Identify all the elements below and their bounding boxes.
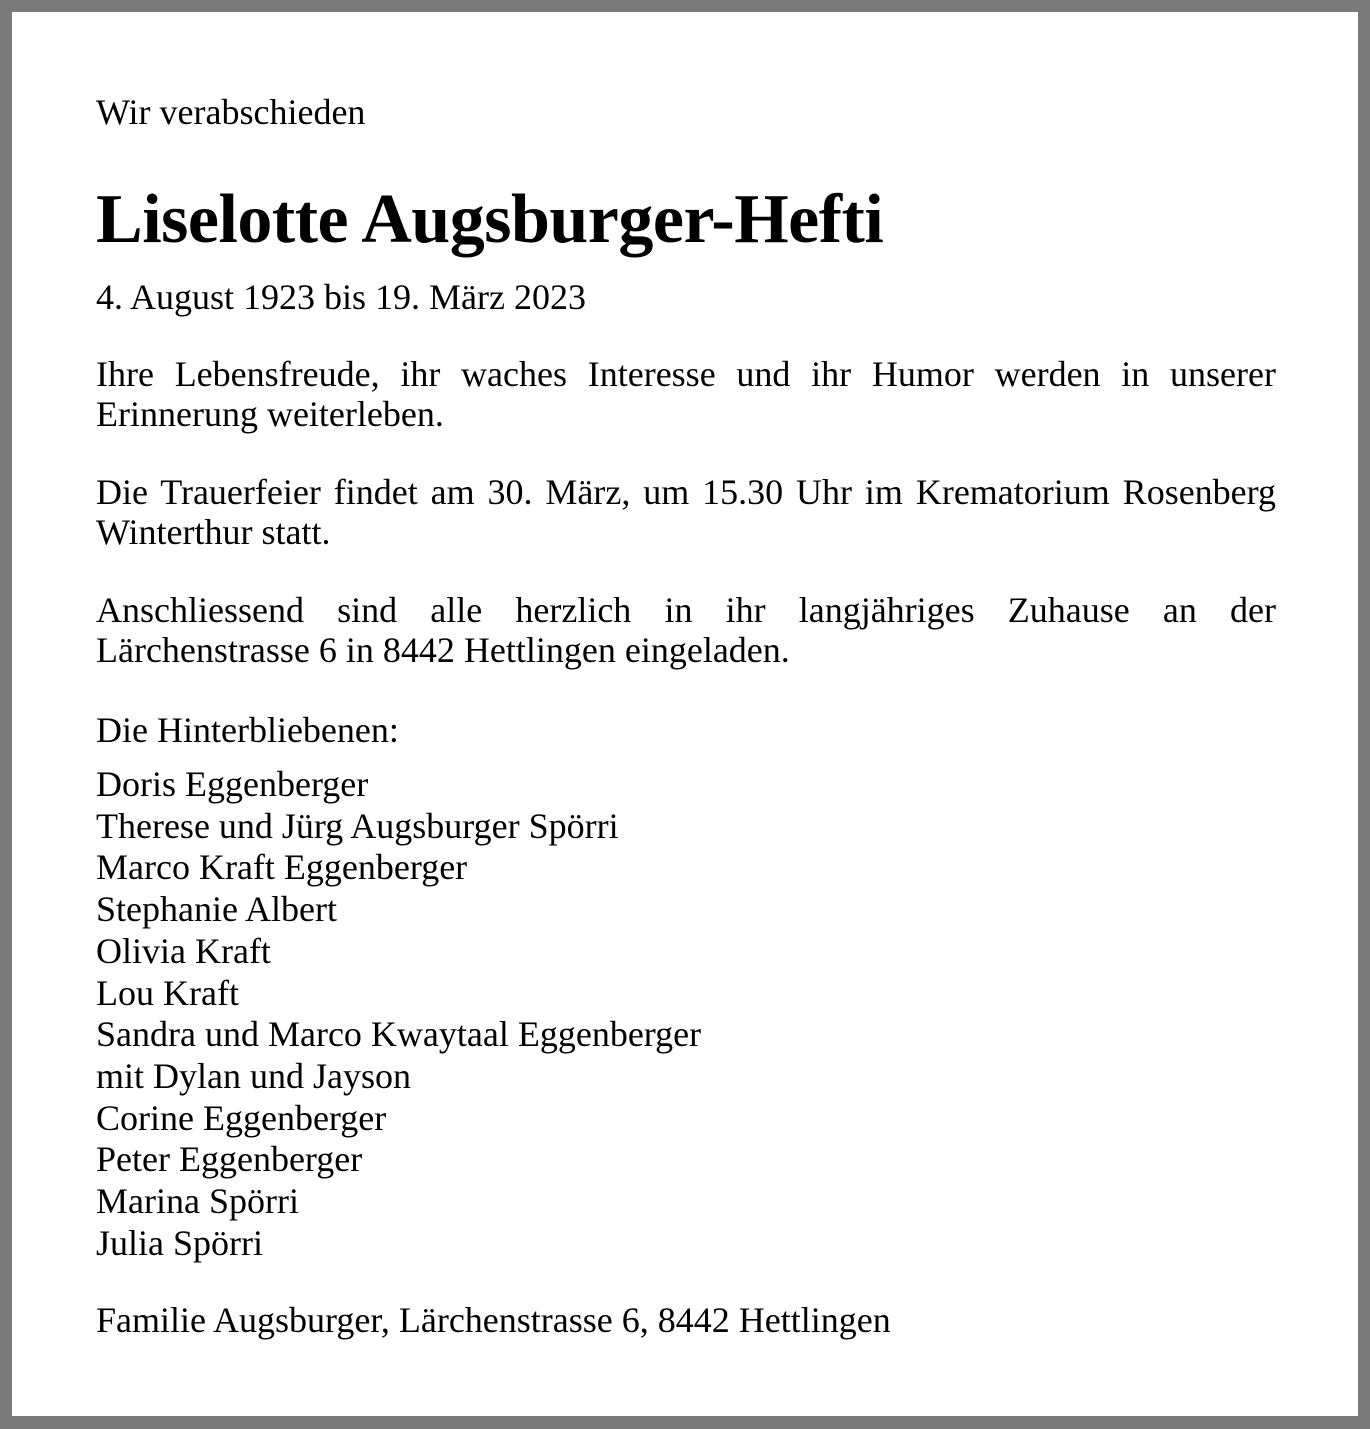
- survivor-name: Peter Eggenberger: [96, 1139, 363, 1180]
- obituary-page: [12, 12, 1358, 1416]
- survivor-name: Corine Eggenberger: [96, 1097, 387, 1138]
- invitation-paragraph: Anschliessend sind alle herzlich in ihr langjähriges Zuhause an der Lärchenstrasse 6 in 8442 Hettlingen eingeladen.: [96, 590, 1276, 670]
- survivor-name: Therese und Jürg Augsburger Spörri: [96, 805, 619, 846]
- survivor-name: Marco Kraft Eggenberger: [96, 847, 468, 888]
- survivors-list: [96, 764, 701, 1264]
- page-frame: [0, 0, 1370, 12]
- intro-text: Wir verabschieden: [96, 92, 366, 132]
- survivor-name: mit Dylan und Jayson: [96, 1055, 411, 1096]
- memorial-paragraph: Ihre Lebensfreude, ihr waches Interesse und ihr Humor werden in unserer Erinnerung weiterleben.: [96, 354, 1276, 434]
- family-address: Familie Augsburger, Lärchenstrasse 6, 8442 Hettlingen: [96, 1300, 891, 1340]
- survivors-heading: Die Hinterbliebenen:: [96, 710, 399, 750]
- survivor-name: Marina Spörri: [96, 1181, 299, 1222]
- survivor-name: Lou Kraft: [96, 972, 239, 1013]
- survivor-name: Doris Eggenberger: [96, 764, 369, 804]
- survivor-name: Stephanie Albert: [96, 889, 337, 930]
- survivor-name: Julia Spörri: [96, 1222, 263, 1263]
- life-dates: 4. August 1923 bis 19. März 2023: [96, 277, 586, 317]
- survivor-name: Sandra und Marco Kwaytaal Eggenberger: [96, 1014, 702, 1055]
- survivor-name: Olivia Kraft: [96, 930, 271, 971]
- deceased-name: Liselotte Augsburger-Hefti: [96, 181, 884, 258]
- funeral-info-paragraph: Die Trauerfeier findet am 30. März, um 15.30 Uhr im Krematorium Rosenberg Winterthur statt.: [96, 472, 1276, 552]
